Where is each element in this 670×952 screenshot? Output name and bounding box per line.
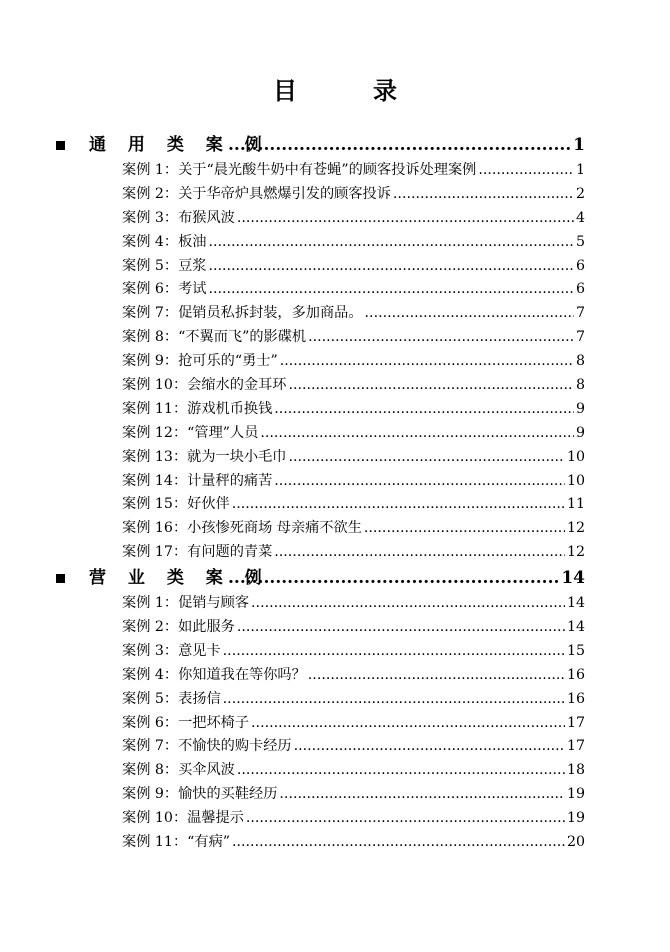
toc-entry-page: 10 <box>566 448 585 465</box>
toc-entry-label: 案例 15：好伙伴 <box>122 496 230 513</box>
toc-entry-line <box>122 302 585 326</box>
dot-leader <box>232 831 565 855</box>
toc-entry-page: 12 <box>566 544 585 561</box>
dot-leader <box>294 735 565 759</box>
toc-entry-row[interactable] <box>0 640 670 664</box>
toc-entry-row[interactable] <box>0 735 670 759</box>
toc-entry-label: 案例 7：不愉快的购卡经历 <box>122 738 292 755</box>
toc-entry-page: 7 <box>575 305 585 322</box>
toc-entry-label: 案例 14：计量秤的痛苦 <box>122 472 273 489</box>
toc-entry-page: 14 <box>566 619 585 636</box>
dot-leader <box>228 132 571 159</box>
page-title: 目 录 <box>273 77 423 105</box>
dot-leader <box>237 616 565 640</box>
toc-entry-row[interactable] <box>0 759 670 783</box>
toc-entry-label: 案例 11：游戏机币换钱 <box>122 400 273 417</box>
table-of-contents <box>0 132 670 855</box>
toc-section-row <box>0 132 670 159</box>
toc-entry-label: 案例 5：表扬信 <box>122 690 221 707</box>
toc-section-leader-line <box>226 132 585 159</box>
toc-entry-line <box>122 616 585 640</box>
toc-entry-label: 案例 17：有问题的青菜 <box>122 544 273 561</box>
toc-entry-label: 案例 6：一把坏椅子 <box>122 714 250 731</box>
toc-entry-label: 案例 12：“管理”人员 <box>122 424 259 441</box>
toc-entry-line <box>122 831 585 855</box>
toc-entry-page: 19 <box>566 786 585 803</box>
toc-entry-label: 案例 3：意见卡 <box>122 642 221 659</box>
dot-leader <box>308 664 565 688</box>
toc-entry-row[interactable] <box>0 159 670 183</box>
toc-entry-page: 5 <box>575 233 585 250</box>
toc-entry-line <box>122 374 585 398</box>
dot-leader <box>228 565 559 592</box>
dot-leader <box>208 278 573 302</box>
toc-entry-label: 案例 3：布猴风波 <box>122 209 235 226</box>
toc-entry-label: 案例 2：如此服务 <box>122 619 235 636</box>
toc-entry-line <box>122 278 585 302</box>
square-bullet-icon <box>56 574 65 583</box>
toc-entry-label: 案例 9：抢可乐的“勇士” <box>122 353 278 370</box>
toc-entry-page: 8 <box>575 377 585 394</box>
toc-entry-row[interactable] <box>0 688 670 712</box>
dot-leader <box>237 207 574 231</box>
toc-entry-page: 11 <box>566 496 585 513</box>
toc-section-row <box>0 565 670 592</box>
toc-entry-row[interactable] <box>0 446 670 470</box>
dot-leader <box>365 302 574 326</box>
toc-entry-label: 案例 4：板油 <box>122 233 207 250</box>
toc-entry-label: 案例 6：考试 <box>122 281 207 298</box>
dot-leader <box>288 446 564 470</box>
toc-entry-line <box>122 783 585 807</box>
dot-leader <box>251 592 565 616</box>
toc-entry-row[interactable] <box>0 493 670 517</box>
toc-entry-row[interactable] <box>0 350 670 374</box>
toc-entry-row[interactable] <box>0 592 670 616</box>
toc-entry-page: 17 <box>566 714 585 731</box>
toc-entry-page: 19 <box>566 810 585 827</box>
toc-entry-row[interactable] <box>0 374 670 398</box>
toc-entry-page: 17 <box>566 738 585 755</box>
dot-leader <box>223 688 565 712</box>
toc-entry-line <box>122 712 585 736</box>
toc-entry-page: 10 <box>566 472 585 489</box>
toc-entry-page: 2 <box>575 185 585 202</box>
dot-leader <box>280 350 574 374</box>
dot-leader <box>364 517 565 541</box>
toc-entry-line <box>122 422 585 446</box>
toc-entry-label: 案例 8：买伞风波 <box>122 762 235 779</box>
toc-entry-line <box>122 592 585 616</box>
toc-entry-label: 案例 1：促销与顾客 <box>122 595 250 612</box>
toc-entry-label: 案例 8：“不翼而飞”的影碟机 <box>122 329 307 346</box>
square-bullet-icon <box>56 141 65 150</box>
toc-entry-label: 案例 9：愉快的买鞋经历 <box>122 786 278 803</box>
toc-entry-line <box>122 159 585 183</box>
toc-entry-label: 案例 16：小孩惨死商场 母亲痛不欲生 <box>122 520 362 537</box>
toc-entry-page: 8 <box>575 353 585 370</box>
toc-entry-line <box>122 183 585 207</box>
dot-leader <box>274 541 565 565</box>
toc-entry-line <box>122 207 585 231</box>
dot-leader <box>288 374 574 398</box>
toc-entry-page: 4 <box>575 209 585 226</box>
toc-entry-page: 12 <box>566 520 585 537</box>
toc-entry-page: 20 <box>566 834 585 851</box>
dot-leader <box>279 783 565 807</box>
dot-leader <box>478 159 574 183</box>
toc-entry-row[interactable] <box>0 616 670 640</box>
toc-entry-page: 14 <box>566 595 585 612</box>
dot-leader <box>274 398 574 422</box>
toc-entry-page: 18 <box>566 762 585 779</box>
dot-leader <box>237 759 565 783</box>
toc-entry-row[interactable] <box>0 831 670 855</box>
toc-entry-label: 案例 5：豆浆 <box>122 257 207 274</box>
toc-entry-line <box>122 735 585 759</box>
toc-entry-page: 1 <box>575 162 585 178</box>
dot-leader <box>208 255 573 279</box>
toc-entry-row[interactable] <box>0 807 670 831</box>
toc-entry-label: 案例 7：促销员私拆封装，多加商品。 <box>122 305 363 322</box>
toc-entry-line <box>122 517 585 541</box>
dot-leader <box>251 712 565 736</box>
toc-section-page: 1 <box>573 135 585 155</box>
toc-entry-row[interactable] <box>0 783 670 807</box>
toc-entry-line <box>122 759 585 783</box>
toc-entry-row[interactable] <box>0 278 670 302</box>
dot-leader <box>223 640 565 664</box>
toc-entry-label: 案例 1：关于“晨光酸牛奶中有苍蝇”的顾客投诉处理案例 <box>122 162 477 178</box>
toc-entry-row[interactable] <box>0 422 670 446</box>
toc-entry-page: 16 <box>566 690 585 707</box>
toc-entry-row[interactable] <box>0 326 670 350</box>
toc-entry-line <box>122 231 585 255</box>
dot-leader <box>393 183 574 207</box>
toc-entry-row[interactable] <box>0 470 670 494</box>
toc-entry-row[interactable] <box>0 183 670 207</box>
toc-entry-label: 案例 10：会缩水的金耳环 <box>122 377 287 394</box>
toc-section-label: 营 业 类 案 例 <box>89 568 270 589</box>
toc-entry-page: 6 <box>575 281 585 298</box>
toc-entry-label: 案例 13：就为一块小毛巾 <box>122 448 287 465</box>
toc-entry-label: 案例 2：关于华帝炉具燃爆引发的顾客投诉 <box>122 185 391 202</box>
toc-entry-line <box>122 640 585 664</box>
toc-entry-row[interactable] <box>0 302 670 326</box>
toc-entry-label: 案例 10：温馨提示 <box>122 810 244 827</box>
toc-section-leader-line <box>226 565 585 592</box>
toc-entry-line <box>122 541 585 565</box>
dot-leader <box>208 231 573 255</box>
toc-entry-line <box>122 664 585 688</box>
toc-entry-row[interactable] <box>0 255 670 279</box>
dot-leader <box>274 470 565 494</box>
dot-leader <box>260 422 574 446</box>
toc-entry-row[interactable] <box>0 517 670 541</box>
dot-leader <box>232 493 565 517</box>
toc-entry-row[interactable] <box>0 207 670 231</box>
toc-entry-page: 9 <box>575 424 585 441</box>
toc-entry-row[interactable] <box>0 231 670 255</box>
toc-section-label: 通 用 类 案 例 <box>89 135 270 155</box>
toc-entry-line <box>122 470 585 494</box>
dot-leader <box>308 326 574 350</box>
toc-entry-line <box>122 446 585 470</box>
toc-entry-row[interactable] <box>0 664 670 688</box>
toc-entry-line <box>122 493 585 517</box>
toc-entry-line <box>122 807 585 831</box>
toc-entry-label: 案例 4：你知道我在等你吗？ <box>122 666 306 683</box>
toc-entry-line <box>122 688 585 712</box>
toc-entry-row[interactable] <box>0 541 670 565</box>
toc-entry-page: 15 <box>566 642 585 659</box>
toc-entry-line <box>122 398 585 422</box>
toc-entry-line <box>122 255 585 279</box>
toc-entry-page: 6 <box>575 257 585 274</box>
dot-leader <box>246 807 565 831</box>
toc-entry-row[interactable] <box>0 398 670 422</box>
toc-entry-line <box>122 350 585 374</box>
toc-entry-page: 9 <box>575 400 585 417</box>
toc-entry-label: 案例 11：“有病” <box>122 834 231 851</box>
toc-section-page: 14 <box>561 568 585 589</box>
toc-entry-line <box>122 326 585 350</box>
toc-entry-row[interactable] <box>0 712 670 736</box>
toc-entry-page: 7 <box>575 329 585 346</box>
toc-entry-page: 16 <box>566 666 585 683</box>
